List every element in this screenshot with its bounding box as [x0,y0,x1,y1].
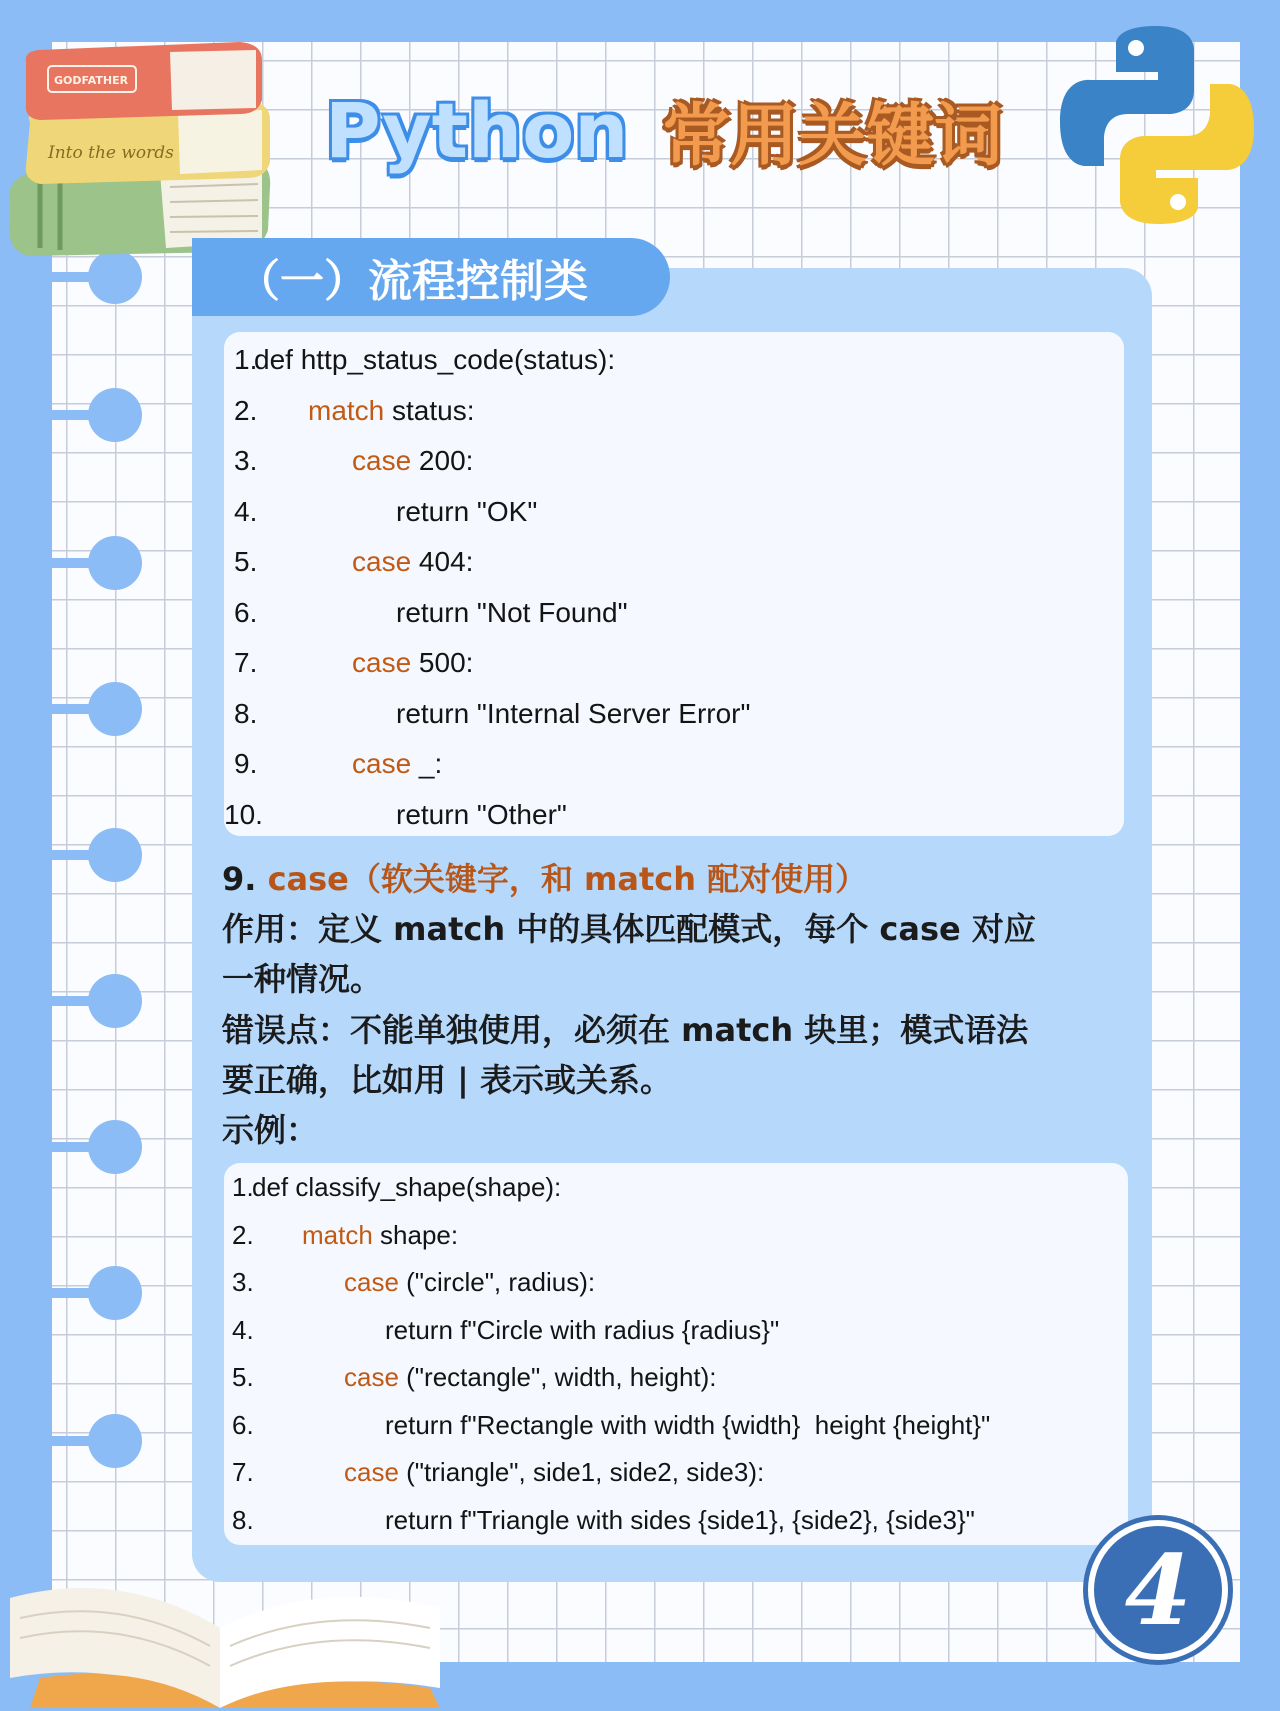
binder-ring-link [52,1436,116,1446]
binder-ring-link [52,1288,116,1298]
code-line-number: 1. [234,344,258,375]
code-line-number: 8. [232,1504,254,1535]
code-line-content: return "OK" [396,495,538,527]
code-line-content: case 500: [352,647,474,678]
code-line [224,1500,1128,1540]
code-line [224,795,1124,835]
binder-ring-link [52,704,116,714]
code-line [224,441,1124,481]
item-error-line-2: 要正确，比如用 | 表示或关系。 [222,1061,672,1099]
section-tab: （一）流程控制类 [192,238,670,316]
item-example-label: 示例： [222,1111,319,1149]
code-line [224,1452,1128,1492]
code-line-number: 6. [232,1409,254,1440]
code-line [224,1215,1128,1255]
item-heading [222,854,867,900]
page-number-badge: 4 [1088,1520,1228,1660]
code-line [224,1310,1128,1350]
code-line-number: 3. [234,445,258,476]
code-line-number: 6. [234,596,258,628]
code-line-number: 2. [234,394,258,426]
code-line-number: 8. [234,697,258,729]
code-line [224,340,1124,380]
code-line-content: case ("rectangle", width, height): [344,1362,717,1392]
code-line-content: case 404: [352,546,474,577]
item-number: 9. [222,860,257,898]
book-stack-icon [0,22,300,262]
title-keywords: 常用关键词 [662,96,1003,176]
code-keyword: case [352,647,412,678]
code-line-content: match status: [308,394,475,426]
code-line [224,744,1124,784]
book-spine-top-text: GODFATHER [54,74,129,87]
code-line-content: case 200: [352,445,474,476]
code-line-content: return f"Triangle with sides {side1}, {side2}, {side3}" [385,1504,975,1535]
code-line-content: return "Other" [396,798,567,830]
open-book-icon [0,1558,460,1708]
code-line [224,643,1124,683]
code-line-content: def classify_shape(shape): [252,1172,562,1202]
code-line-content: case ("triangle", side1, side2, side3): [344,1457,765,1487]
code-line-number: 5. [234,546,258,577]
code-keyword: match [308,394,385,426]
code-line [224,1167,1128,1207]
code-keyword: case [344,1362,399,1392]
code-line-content: return "Not Found" [396,596,628,628]
code-line-number: 9. [234,748,258,779]
code-line-number: 10. [224,798,263,830]
code-line-content: case _: [352,748,443,779]
binder-ring-link [52,558,116,568]
binder-ring-link [52,1142,116,1152]
code-line [224,593,1124,633]
code-line-number: 5. [232,1362,254,1392]
code-line [224,1262,1128,1302]
code-line [224,492,1124,532]
code-block-1 [224,332,1124,836]
book-red [26,42,262,120]
code-line-content: def http_status_code(status): [254,344,616,375]
code-line-content: return "Internal Server Error" [396,697,751,729]
binder-ring-link [52,850,116,860]
code-line-content: match shape: [302,1219,459,1250]
item-error-line-1: 错误点：不能单独使用，必须在 match 块里；模式语法 [222,1011,1029,1049]
page-title [325,75,1002,185]
binder-ring-link [52,272,116,282]
code-keyword: case [344,1267,399,1297]
code-keyword: case [352,546,412,577]
code-line-number: 7. [234,647,258,678]
code-line [224,542,1124,582]
code-keyword: case [352,748,412,779]
code-line-content: case ("circle", radius): [344,1267,596,1297]
code-line [224,391,1124,431]
binder-ring-link [52,410,116,420]
code-line [224,694,1124,734]
code-line-number: 4. [234,495,258,527]
code-line-number: 7. [232,1457,254,1487]
code-block-2 [224,1163,1128,1545]
binder-ring-link [52,996,116,1006]
code-line [224,1357,1128,1397]
code-line-content: return f"Rectangle with width {width} height {height}" [385,1409,991,1440]
title-python: Python [325,85,629,175]
item-heading-text: case（软关键字，和 match 配对使用） [267,860,868,898]
code-line-number: 1. [232,1172,254,1202]
item-purpose-line-2: 一种情况。 [222,960,383,998]
code-keyword: case [352,445,412,476]
code-line-number: 3. [232,1267,254,1297]
code-keyword: match [302,1219,373,1250]
item-purpose-line-1: 作用：定义 match 中的具体匹配模式，每个 case 对应 [222,910,1036,948]
code-line-number: 4. [232,1314,254,1345]
code-line-content: return f"Circle with radius {radius}" [385,1314,780,1345]
code-line [224,1405,1128,1445]
code-line-number: 2. [232,1219,254,1250]
book-spine-middle-text: Into the words [48,143,174,163]
code-keyword: case [344,1457,399,1487]
python-logo-icon [1052,20,1262,230]
